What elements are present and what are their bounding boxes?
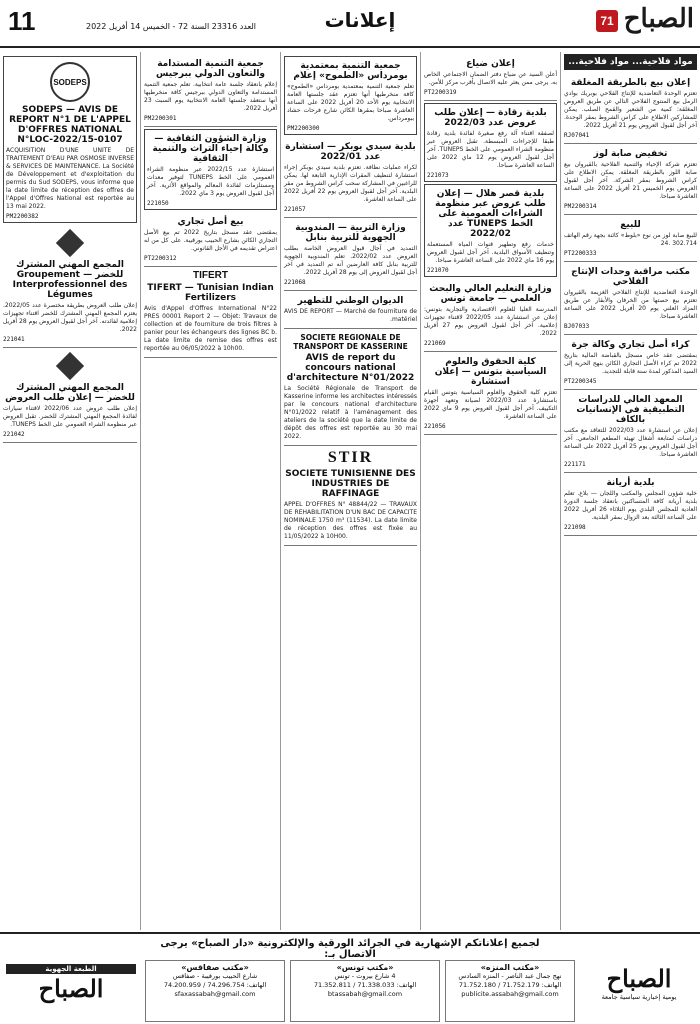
office-email[interactable]: btassabah@gmail.com bbox=[327, 990, 403, 998]
ad-ref: 221073 bbox=[427, 172, 449, 179]
ad-ref: PM2200382 bbox=[6, 213, 39, 220]
ad-body: لصفقة اقتناء آلة رفع صغيرة لفائدة بلدية رقادة طبقا للإجراءات المبسطة. تقبل العروض عبر منظومة الشراء العمومي على الخط TUNEPS. آخر أجل لقبول العروض يوم 12 ماي 2022 على الساعة العاشرة صباحا. bbox=[427, 130, 554, 169]
footer-logo-sub: الطبعة الجهوية bbox=[6, 964, 136, 974]
ad-block bbox=[284, 329, 417, 446]
ad-ref: BJ07033 bbox=[564, 323, 590, 330]
ad-title: وزارة التربية — المندوبية الجهوية للتربية بنابل bbox=[295, 223, 406, 243]
ad-ref: 221041 bbox=[3, 336, 25, 343]
gil-logo bbox=[3, 228, 137, 258]
column-4 bbox=[140, 52, 280, 930]
ad-title: وزارة الشؤون الثقافية — وكالة إحياء التراث والتنمية الثقافية bbox=[152, 134, 269, 164]
office-name: «مكتب تونس» bbox=[336, 963, 394, 972]
ad-title: AVIS de report du concours national d'architecture N°01/2022 bbox=[286, 353, 415, 383]
ad-ref: PT2200312 bbox=[144, 255, 177, 262]
ad-title: المجمع المهني المشترك للخضر — Groupement Interprofessionnel des Légumes bbox=[12, 260, 128, 300]
ad-title: SOCIETE TUNISIENNE DES INDUSTRIES DE RAFFINAGE bbox=[285, 469, 416, 499]
ad-ref: 221057 bbox=[284, 206, 306, 213]
footer-logo-national bbox=[584, 964, 694, 1020]
logo-mark: 71 bbox=[596, 10, 618, 32]
ad-block bbox=[424, 184, 557, 277]
ad-block bbox=[564, 473, 697, 536]
ad-body: تعتزم الوحدة التعاضدية للإنتاج الفلاحي بوبريك بوادي الرمل بيع المنتوج الفلاحي التالي عن طريق العروض المغلقة: كمية من الشعير والقمح الصلب. يمكن للمشاركين الاطلاع على كراس الشروط بمقر الوحدة. آخر أجل لقبول العروض يوم 21 أفريل 2022. bbox=[564, 90, 697, 129]
newspaper-logo bbox=[594, 4, 694, 44]
ad-block bbox=[564, 144, 697, 215]
office-menzah bbox=[445, 960, 575, 1022]
ad-block bbox=[144, 54, 277, 127]
ad-block bbox=[284, 56, 417, 135]
ad-block bbox=[3, 56, 137, 223]
ad-ref: 221069 bbox=[424, 340, 446, 347]
office-name: «مكتب صفاقس» bbox=[181, 963, 249, 972]
office-line: نهج جمال عبد الناصر - المنزه السادس bbox=[458, 972, 562, 980]
ad-body: La Société Régionale de Transport de Kasserine informe les architectes intéressés par le concours national d'architecture N°01/2022 relatif à l'aménagement des ateliers de la société que la date limite de dépôt des offres est reportée au 30 mai 2022. bbox=[284, 385, 417, 440]
ad-title: جمعية التنمية بمعتمدية بومرداس «الطموح» إعلام bbox=[293, 61, 408, 81]
footer-logo-regional bbox=[6, 964, 136, 1020]
ad-block bbox=[424, 352, 557, 435]
ad-title: بلدية سيدي بوبكر — استشارة عدد 2022/01 bbox=[285, 142, 416, 162]
ad-ref: 221042 bbox=[3, 431, 25, 438]
page-number: 11 bbox=[8, 6, 36, 36]
ad-title: وزارة التعليم العالي والبحث العلمي — جامعة تونس bbox=[429, 284, 552, 304]
ad-body: لكراء عمليات نظافة. تعتزم بلدية سيدي بوبكر إجراء استشارة لتنظيف المقرات الإدارية التابعة لها. يمكن للراغبين في المشاركة سحب كراس الشروط من مقر البلدية. آخر أجل لقبول العروض يوم 22 أفريل 2022 على الساعة العاشرة. bbox=[284, 164, 417, 203]
ad-ref: SOCIETE REGIONALE DE TRANSPORT DE KASSERINE bbox=[293, 333, 408, 351]
office-phone: الهاتف: 74.296.754 / 74.200.959 bbox=[163, 981, 267, 989]
ad-body: بمقتضى عقد خاص مسجل بالقباضة المالية بتاريخ 2022 تم كراء الأصل التجاري الكائن بنهج الحرية إلى السيد المذكور لمدة سنة قابلة للتجديد. bbox=[564, 352, 697, 375]
ad-title: بلدية أريانة bbox=[606, 478, 655, 488]
ad-title: كلية الحقوق والعلوم السياسية بتونس — إعلان استشارة bbox=[434, 357, 547, 387]
ad-ref: 221171 bbox=[564, 461, 586, 468]
footer bbox=[0, 932, 700, 1024]
ad-ref: RJ07041 bbox=[564, 132, 590, 139]
office-sfax bbox=[145, 960, 285, 1022]
ad-block bbox=[564, 335, 697, 390]
ad-title: المجمع المهني المشترك للخضر — إعلان طلب العروض bbox=[5, 383, 135, 403]
office-tunis bbox=[290, 960, 440, 1022]
ad-block bbox=[284, 291, 417, 329]
ad-block bbox=[424, 103, 557, 182]
ad-body: AVIS DE REPORT — Marché de fourniture de matériel. bbox=[284, 308, 417, 323]
footer-tagline: لجميع إعلاناتكم الإشهارية في الجرائد الورقية والإلكترونية «دار الصباح» يرجى الاتصال بـ: bbox=[160, 938, 540, 960]
ad-body: الوحدة التعاضدية للإنتاج الفلاحي الغزيمة بالقيروان تعتزم بيع حصتها من الخرفان والأبقار عن طريق المزاد العلني يوم 20 أفريل 2022 على الساعة العاشرة صباحا. bbox=[564, 289, 698, 320]
ad-body: المدرسة العليا للعلوم الاقتصادية والتجارية بتونس: إعلان عن استشارة عدد 2022/05 لاقتناء تجهيزات إعلامية. آخر أجل لقبول العروض يوم 27 أفريل 2022. bbox=[424, 306, 558, 337]
ad-block bbox=[144, 212, 277, 267]
ad-title: إعلان بيع بالطريقة المغلقة bbox=[570, 78, 691, 88]
ad-ref: 221098 bbox=[564, 524, 586, 531]
ad-ref: 221056 bbox=[424, 423, 446, 430]
ad-block bbox=[144, 129, 277, 210]
ad-body: خدمات رفع وتطهير قنوات المياه المستعملة وتنظيف الأسواق البلدية. آخر أجل لقبول العروض يوم 16 ماي 2022 على الساعة العاشرة صباحا. bbox=[427, 241, 554, 264]
ad-title: جمعية التنمية المستدامة والتعاون الدولي ببرجيس bbox=[155, 59, 265, 79]
ad-block bbox=[284, 218, 417, 291]
office-phone: الهاتف: 71.752.179 / 71.752.180 bbox=[458, 981, 562, 989]
ad-ref: 221068 bbox=[284, 279, 306, 286]
ad-body: إعلام بانعقاد جلسة عامة انتخابية. تعلم جمعية التنمية المستدامة والتعاون الدولي ببرجيس كافة منخرطيها أنها ستعقد جلستها العامة الانتخابية يوم السبت 23 أفريل 2022. bbox=[144, 81, 277, 112]
ad-block bbox=[564, 390, 697, 473]
ad-body: التمديد في آجال قبول العروض الخاصة بطلب العروض عدد 2022/02. تعلم المندوبية الجهوية للتربية بنابل كافة العارضين أنه تم التمديد في آخر أجل لقبول العروض إلى يوم 28 أفريل 2022. bbox=[284, 245, 417, 276]
ad-body: إعلان عن استشارة عدد 2022/03 للتعاقد مع مكتب دراسات لمتابعة أشغال تهيئة المطعم الجامعي. آخر أجل لقبول العروض يوم 25 أفريل 2022 على الساعة العاشرة صباحا. bbox=[564, 427, 697, 458]
ad-title: بيع أصل تجاري bbox=[177, 217, 244, 227]
gil-diamond-icon bbox=[56, 229, 84, 257]
ad-body: استشارة عدد 2022/15 عبر منظومة الشراء العمومي على الخط TUNEPS لتوفير معدات ومستلزمات لفائدة المعالم والمواقع الأثرية. آخر أجل لقبول العروض يوم 3 ماي 2022. bbox=[147, 166, 274, 197]
office-line: 4 شارع بيروت - تونس bbox=[334, 972, 396, 980]
ad-ref: 221050 bbox=[147, 200, 169, 207]
ad-title: الديوان الوطني للتطهير bbox=[297, 296, 404, 306]
issue-line: العدد 23316 السنة 72 - الخميس 14 أفريل 2022 bbox=[86, 22, 257, 31]
ad-body: تعلم جمعية التنمية بمعتمدية بومرداس «الطموح» كافة منخرطيها أنها تعتزم عقد جلستها العامة الانتخابية يوم الأحد 20 أفريل 2022 على الساعة العاشرة صباحا بمقرها الكائن شارع فرحات حشاد ببومرداس. bbox=[287, 83, 414, 122]
ad-block bbox=[564, 73, 697, 144]
gil-logo bbox=[3, 351, 137, 381]
column-3 bbox=[280, 52, 420, 930]
ad-block bbox=[3, 225, 137, 348]
ad-title: للبيع bbox=[620, 220, 641, 230]
ad-title: مكتب مراقبة وحدات الإنتاج الفلاحي bbox=[571, 267, 690, 287]
stir-logo: STIR bbox=[327, 449, 374, 466]
ad-block bbox=[424, 54, 557, 101]
ad-ref: PT2200333 bbox=[564, 250, 597, 257]
tifert-logo: TIFERT bbox=[193, 270, 228, 281]
ad-title: إعلان ضياع bbox=[466, 59, 515, 69]
ad-title: بلدية قصر هلال — إعلان طلب عروض عبر منظومة الشراءات العمومية على الخط TUNEPS عدد 2022/02 bbox=[435, 189, 546, 239]
office-phone: الهاتف: 71.338.033 / 71.352.811 bbox=[313, 981, 417, 989]
footer-logo-name: الصباح bbox=[38, 974, 104, 1003]
ad-ref: PM2200314 bbox=[564, 203, 597, 210]
ad-title: SODEPS — AVIS DE REPORT N°1 DE L'APPEL D'OFFRES NATIONAL N°LOC-2022/15-0107 bbox=[9, 105, 131, 145]
office-name: «مكتب المنزه» bbox=[480, 963, 540, 972]
footer-logo-sub: يومية إخبارية سياسية جامعة bbox=[601, 993, 677, 1001]
ad-title: المعهد العالي للدراسات التطبيقية في الإنسانيات بالكاف bbox=[576, 395, 685, 425]
ad-body: ACQUISITION D'UNE UNITE DE TRAITEMENT D'EAU PAR OSMOSE INVERSE & SERVICES DE MAINTENANCE. La Société de Développement et d'exploitation du permis du Sud SODEPS, vous informe que la date limite de réception des offres de l'Appel d'Offres National est reportée au 13 mai 2022. bbox=[6, 147, 134, 210]
masthead bbox=[0, 0, 700, 48]
agri-banner: مواد فلاحية... مواد فلاحية... bbox=[564, 54, 697, 70]
ad-block bbox=[284, 446, 417, 546]
ad-body: APPEL D'OFFRES N° 48844/22 — TRAVAUX DE REHABILITATION D'UN BAC DE CAPACITE NOMINALE 1750 m³ (11534). La date limite de réception des offres est fixée au 11/05/2022 à 10H00. bbox=[284, 501, 417, 540]
ad-body: أعلن السيد عن ضياع دفتر الضمان الاجتماعي الخاص به. يرجى ممن يعثر عليه الاتصال بأقرب مركز للأمن. bbox=[424, 71, 557, 86]
section-title: إعلانات bbox=[324, 8, 396, 32]
sodeps-emblem-icon: SODEPS bbox=[50, 62, 90, 102]
ad-title: TIFERT — Tunisian Indian Fertilizers bbox=[147, 283, 274, 303]
ad-block bbox=[3, 348, 137, 443]
ad-body: بمقتضى عقد مسجل بتاريخ 2022 تم بيع الأصل التجاري الكائن بشارع الحبيب بورقيبة. على كل من له اعتراض تقديمه في الأجل القانوني. bbox=[144, 229, 277, 252]
ad-block bbox=[564, 262, 697, 335]
ad-block bbox=[424, 279, 557, 352]
ad-body: تعتزم شركة الإحياء والتنمية الفلاحية بالقيروان بيع صابة اللوز بالطريقة المغلقة. يمكن الاطلاع على كراس الشروط بمقر الشركة. آخر أجل لقبول العروض يوم الخميس 21 أفريل 2022 على الساعة العاشرة صباحا. bbox=[564, 161, 698, 200]
footer-logo-name: الصباح bbox=[606, 964, 672, 993]
ad-body: خلية شؤون المجلس والمكتب واللجان — بلاغ. تعلم بلدية أريانة كافة المتساكنين بانعقاد جلسة الدورة العادية للمجلس البلدي يوم الثلاثاء 26 أفريل 2022 على الساعة الثالثة بعد الزوال بمقر البلدية. bbox=[564, 490, 697, 521]
office-line: شارع الحبيب بورقيبة - صفاقس bbox=[172, 972, 258, 980]
ad-block bbox=[284, 137, 417, 218]
ad-title: كراء أصل تجاري وكالة جرة bbox=[571, 340, 690, 350]
ad-block bbox=[564, 215, 697, 262]
ad-ref: PT2200345 bbox=[564, 378, 597, 385]
office-email[interactable]: publicite.assabah@gmail.com bbox=[461, 990, 559, 998]
ad-title: بلدية رقادة — إعلان طلب عروض عدد 2022/03 bbox=[434, 108, 547, 128]
logo-name: الصباح bbox=[623, 4, 694, 34]
ad-body: للبيع صابة لوز من نوع «بلوط» كائنة بجهة رقم الهاتف 302.714 .24 bbox=[564, 232, 697, 247]
ad-ref: 221070 bbox=[427, 267, 449, 274]
ad-ref: PT2200319 bbox=[424, 89, 457, 96]
ad-body: إعلان طلب العروض بطريقة مختصرة عدد 2022/05. يعتزم المجمع المهني المشترك للخضر اقتناء تجهيزات إعلامية لفائدته. آخر أجل لقبول العروض يوم 28 أفريل 2022. bbox=[3, 302, 137, 333]
ad-ref: PM2200301 bbox=[144, 115, 177, 122]
ad-body: تعتزم كلية الحقوق والعلوم السياسية بتونس القيام باستشارة عدد 2022/03 لصيانة وتعهد أجهزة التكييف. آخر أجل لقبول العروض يوم 9 ماي 2022 على الساعة العاشرة. bbox=[424, 389, 557, 420]
ad-body: Avis d'Appel d'Offres International N°22 PRES 00001 Report 2 — Objet: Travaux de collection et de fourniture de trois filtres à panier pour les échangeurs des lignes BC b. La date limite de remise des offres est reportée au 06/05/2022 à 10h00. bbox=[144, 305, 277, 352]
column-2 bbox=[420, 52, 560, 930]
ad-body: إعلان طلب عروض عدد 2022/06 لاقتناء سيارات لفائدة المجمع المهني المشترك للخضر. تقبل العروض عبر منظومة الشراء العمومي على الخط TUNEPS. bbox=[3, 405, 137, 428]
gil-diamond-icon bbox=[56, 352, 84, 380]
ad-block bbox=[144, 267, 277, 358]
ad-ref: PM2200300 bbox=[287, 125, 320, 132]
column-5 bbox=[0, 52, 140, 930]
ad-title: تخفيض صابة لوز bbox=[593, 149, 668, 159]
column-1 bbox=[560, 52, 700, 930]
office-email[interactable]: sfaxassabah@gmail.com bbox=[174, 990, 256, 998]
